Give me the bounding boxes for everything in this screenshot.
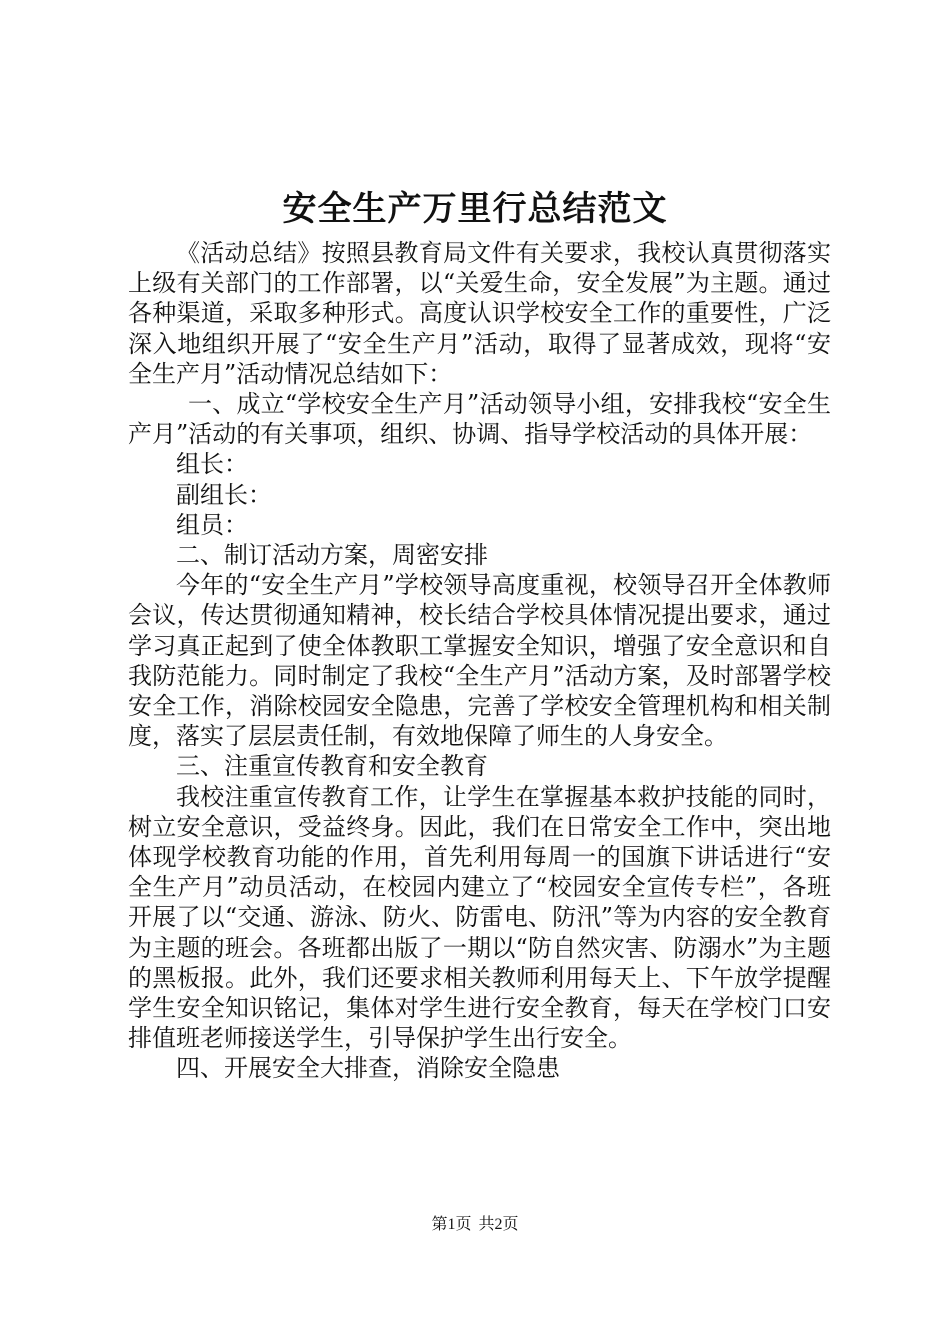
- section-two-paragraph: 今年的“安全生产月”学校领导高度重视，校领导召开全体教师会议，传达贯彻通知精神，校长结合学校具体情况提出要求，通过学习真正起到了使全体教职工掌握安全知识，增强了安全意识和自我防范能力。同时制定了我校“全生产月”活动方案，及时部署学校安全工作，消除校园安全隐患，完善了学校安全管理机构和相关制度，落实了层层责任制，有效地保障了师生的人身安全。: [128, 571, 831, 751]
- intro-paragraph: 《活动总结》按照县教育局文件有关要求，我校认真贯彻落实上级有关部门的工作部署，以“关爱生命，安全发展”为主题。通过各种渠道，采取多种形式。高度认识学校安全工作的重要性，广泛深入地组织开展了“安全生产月”活动，取得了显著成效，现将“安全生产月”活动情况总结如下：: [128, 239, 831, 388]
- members-line: 组员：: [176, 510, 248, 539]
- leader-line: 组长：: [176, 450, 248, 479]
- document-title: 安全生产万里行总结范文: [282, 189, 668, 229]
- document-body: [128, 238, 831, 1084]
- section-three-paragraph: 我校注重宣传教育工作，让学生在掌握基本救护技能的同时，树立安全意识，受益终身。因此，我们在日常安全工作中，突出地体现学校教育功能的作用，首先利用每周一的国旗下讲话进行“安全生产月”动员活动，在校园内建立了“校园安全宣传专栏”，各班开展了以“交通、游泳、防火、防雷电、防汛”等为内容的安全教育为主题的班会。各班都出版了一期以“防自然灾害、防溺水”为主题的黑板报。此外，我们还要求相关教师利用每天上、下午放学提醒学生安全知识铭记，集体对学生进行安全教育，每天在学校门口安排值班老师接送学生，引导保护学生出行安全。: [128, 782, 831, 1053]
- section-four-heading: 四、开展安全大排查，消除安全隐患: [176, 1054, 560, 1083]
- page-number-footer: 第1页 共2页: [431, 1216, 519, 1233]
- section-one-heading-paragraph: 一、成立“学校安全生产月”活动领导小组，安排我校“安全生产月”活动的有关事项，组织、协调、指导学校活动的具体开展：: [128, 390, 831, 449]
- deputy-leader-line: 副组长：: [176, 480, 272, 509]
- section-two-heading: 二、制订活动方案，周密安排: [176, 541, 488, 570]
- section-three-heading: 三、注重宣传教育和安全教育: [176, 752, 488, 781]
